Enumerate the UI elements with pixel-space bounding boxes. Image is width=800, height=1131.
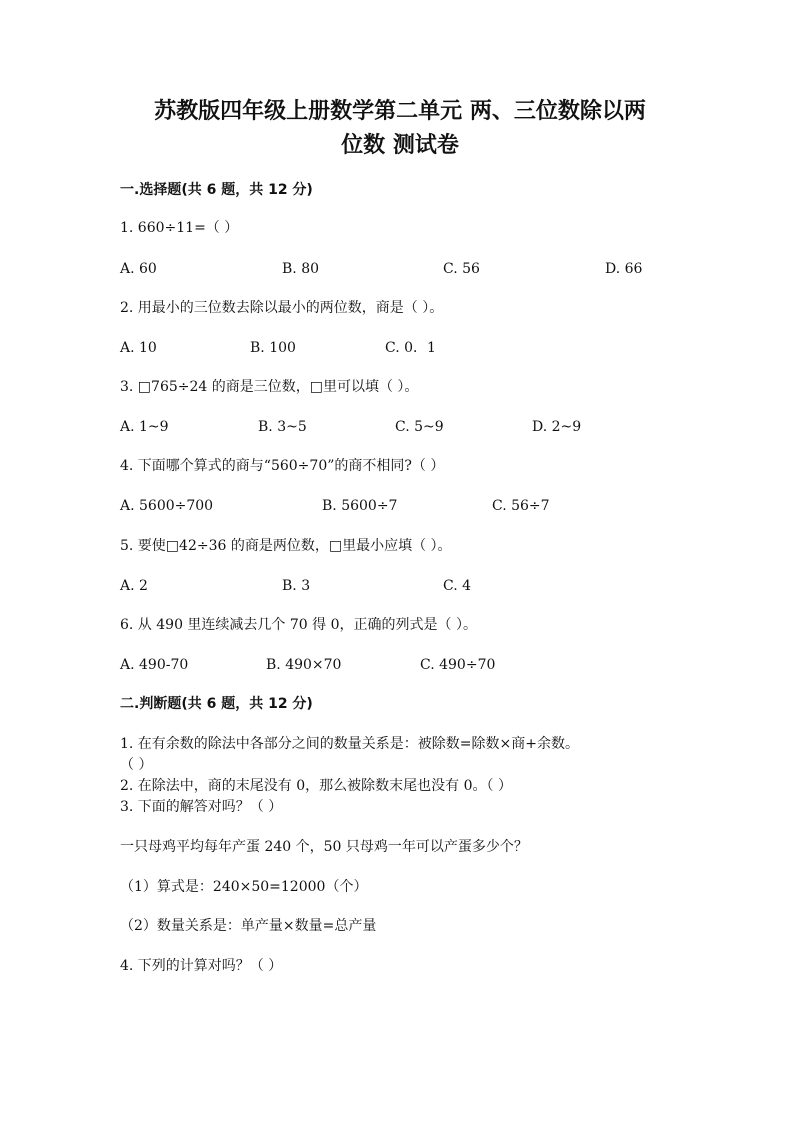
judgement-3-step-2: （2）数量关系是：单产量×数量=总产量 xyxy=(120,918,377,934)
question-5-option-b: B. 3 xyxy=(282,578,311,594)
question-5-option-c: C. 4 xyxy=(443,578,472,594)
question-1-option-b: B. 80 xyxy=(282,261,320,277)
question-6-option-a: A. 490-70 xyxy=(120,657,189,673)
question-2: 2. 用最小的三位数去除以最小的两位数，商是（ ）。 xyxy=(120,300,444,316)
question-1-option-d: D. 66 xyxy=(605,261,643,277)
question-3-option-d: D. 2~9 xyxy=(532,419,582,435)
question-1-option-a: A. 60 xyxy=(120,261,157,277)
judgement-2: 2. 在除法中，商的末尾没有 0，那么被除数末尾也没有 0。（ ） xyxy=(120,778,512,794)
title-line-2: 位数 测试卷 xyxy=(341,133,459,158)
question-1-option-c: C. 56 xyxy=(443,261,480,277)
question-6: 6. 从 490 里连续减去几个 70 得 0，正确的列式是（ ）。 xyxy=(120,617,477,633)
question-4-option-b: B. 5600÷7 xyxy=(322,498,398,514)
title-line-1: 苏教版四年级上册数学第二单元 两、三位数除以两 xyxy=(154,99,646,124)
judgement-3-step-1: （1）算式是：240×50=12000（个） xyxy=(120,879,368,895)
question-3-option-a: A. 1~9 xyxy=(120,419,169,435)
page-title xyxy=(100,95,700,163)
question-5-option-a: A. 2 xyxy=(120,578,148,594)
question-3-option-b: B. 3~5 xyxy=(258,419,307,435)
question-2-option-a: A. 10 xyxy=(120,340,157,356)
question-4: 4. 下面哪个算式的商与“560÷70”的商不相同?（ ） xyxy=(120,458,445,474)
judgement-3: 3. 下面的解答对吗？（ ） xyxy=(120,799,283,815)
question-5: 5. 要使□42÷36 的商是两位数，□里最小应填（ ）。 xyxy=(120,538,452,554)
judgement-3-problem: 一只母鸡平均每年产蛋 240 个，50 只母鸡一年可以产蛋多少个？ xyxy=(120,839,528,855)
judgement-1-line-2: （ ） xyxy=(120,757,153,773)
judgement-1-line-1: 1. 在有余数的除法中各部分之间的数量关系是：被除数=除数×商+余数。 xyxy=(120,736,579,752)
question-6-option-b: B. 490×70 xyxy=(266,657,342,673)
question-3-option-c: C. 5~9 xyxy=(395,419,444,435)
question-1: 1. 660÷11=（ ） xyxy=(120,220,239,236)
question-2-option-c: C. 0．1 xyxy=(385,340,436,356)
section-heading-choice: 一.选择题(共 6 题，共 12 分) xyxy=(120,182,313,198)
question-3: 3. □765÷24 的商是三位数，□里可以填（ ）。 xyxy=(120,379,419,395)
judgement-4: 4. 下列的计算对吗？（ ） xyxy=(120,958,283,974)
question-6-option-c: C. 490÷70 xyxy=(420,657,496,673)
section-heading-judgement: 二.判断题(共 6 题，共 12 分) xyxy=(120,696,313,712)
question-2-option-b: B. 100 xyxy=(250,340,296,356)
question-4-option-c: C. 56÷7 xyxy=(492,498,550,514)
question-4-option-a: A. 5600÷700 xyxy=(120,498,214,514)
